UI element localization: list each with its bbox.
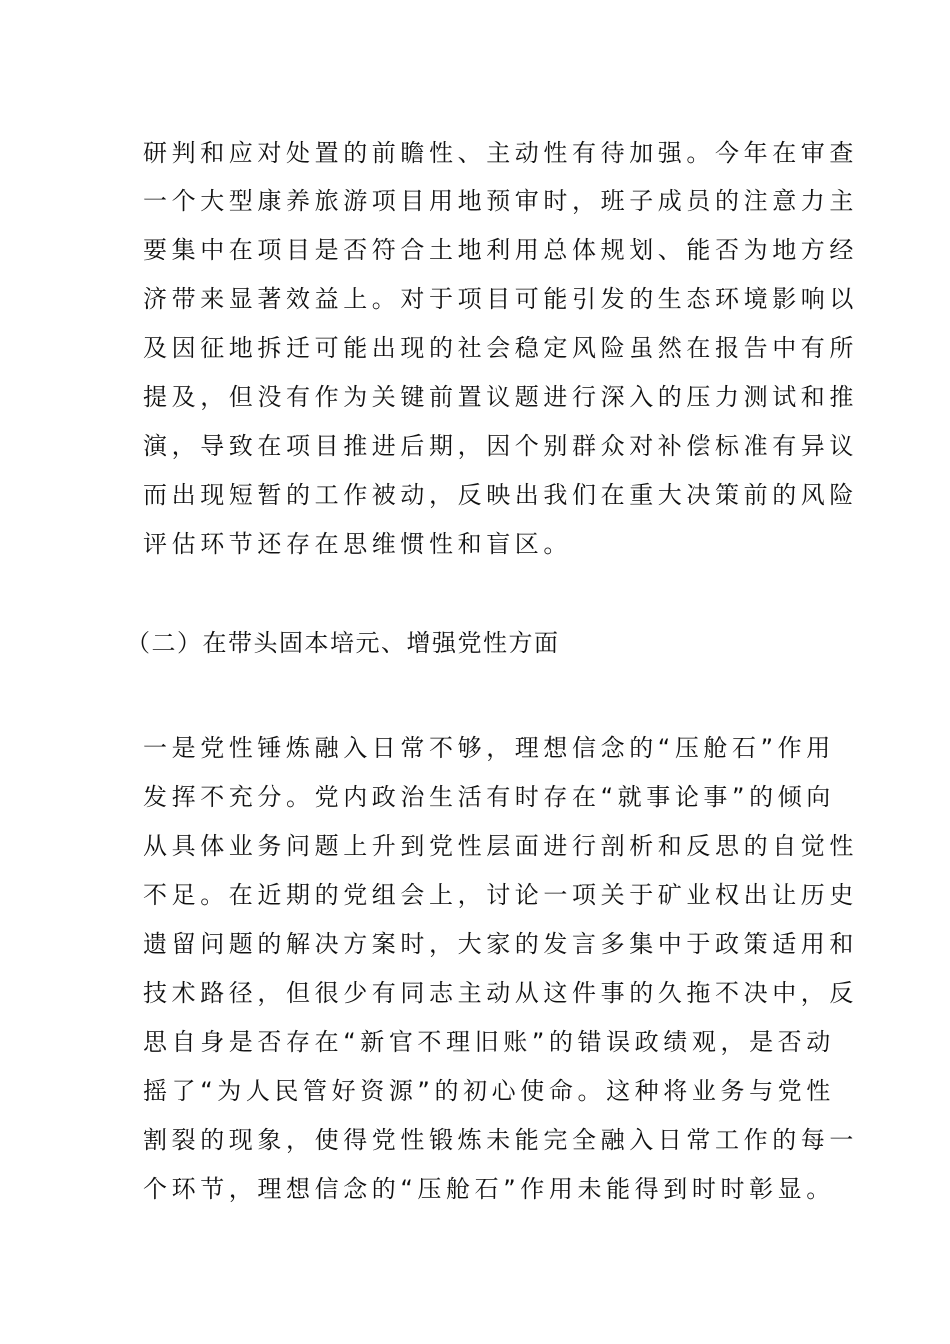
section-heading: （二）在带头固本培元、增强党性方面 — [126, 629, 560, 657]
text-line: 从具体业务问题上升到党性层面进行剖析和反思的自觉性 — [143, 832, 858, 860]
text-line: 发挥不充分。党内政治生活有时存在“就事论事”的倾向 — [143, 783, 835, 811]
text-line: 思自身是否存在“新官不理旧账”的错误政绩观，是否动 — [143, 1028, 835, 1056]
text-line: 割裂的现象，使得党性锻炼未能完全融入日常工作的每一 — [143, 1126, 858, 1154]
text-line: 一个大型康养旅游项目用地预审时，班子成员的注意力主 — [143, 187, 858, 215]
text-line: 技术路径，但很少有同志主动从这件事的久拖不决中，反 — [143, 979, 858, 1007]
text-line: 研判和应对处置的前瞻性、主动性有待加强。今年在审查 — [143, 139, 858, 167]
text-line: 而出现短暂的工作被动，反映出我们在重大决策前的风险 — [143, 481, 858, 509]
text-line: 演，导致在项目推进后期，因个别群众对补偿标准有异议 — [143, 432, 858, 460]
text-line: 不足。在近期的党组会上，讨论一项关于矿业权出让历史 — [143, 881, 858, 909]
text-line: 评估环节还存在思维惯性和盲区。 — [143, 530, 572, 558]
text-line: 及因征地拆迁可能出现的社会稳定风险虽然在报告中有所 — [143, 334, 858, 362]
text-line: 提及，但没有作为关键前置议题进行深入的压力测试和推 — [143, 383, 858, 411]
text-line: 遗留问题的解决方案时，大家的发言多集中于政策适用和 — [143, 930, 858, 958]
text-line: 摇了“为人民管好资源”的初心使命。这种将业务与党性 — [143, 1077, 835, 1105]
text-line: 个环节，理想信念的“压舱石”作用未能得到时时彰显。 — [143, 1175, 835, 1203]
text-line: 济带来显著效益上。对于项目可能引发的生态环境影响以 — [143, 285, 858, 313]
text-line: 一是党性锤炼融入日常不够，理想信念的“压舱石”作用 — [143, 734, 835, 762]
text-line: 要集中在项目是否符合土地利用总体规划、能否为地方经 — [143, 236, 858, 264]
